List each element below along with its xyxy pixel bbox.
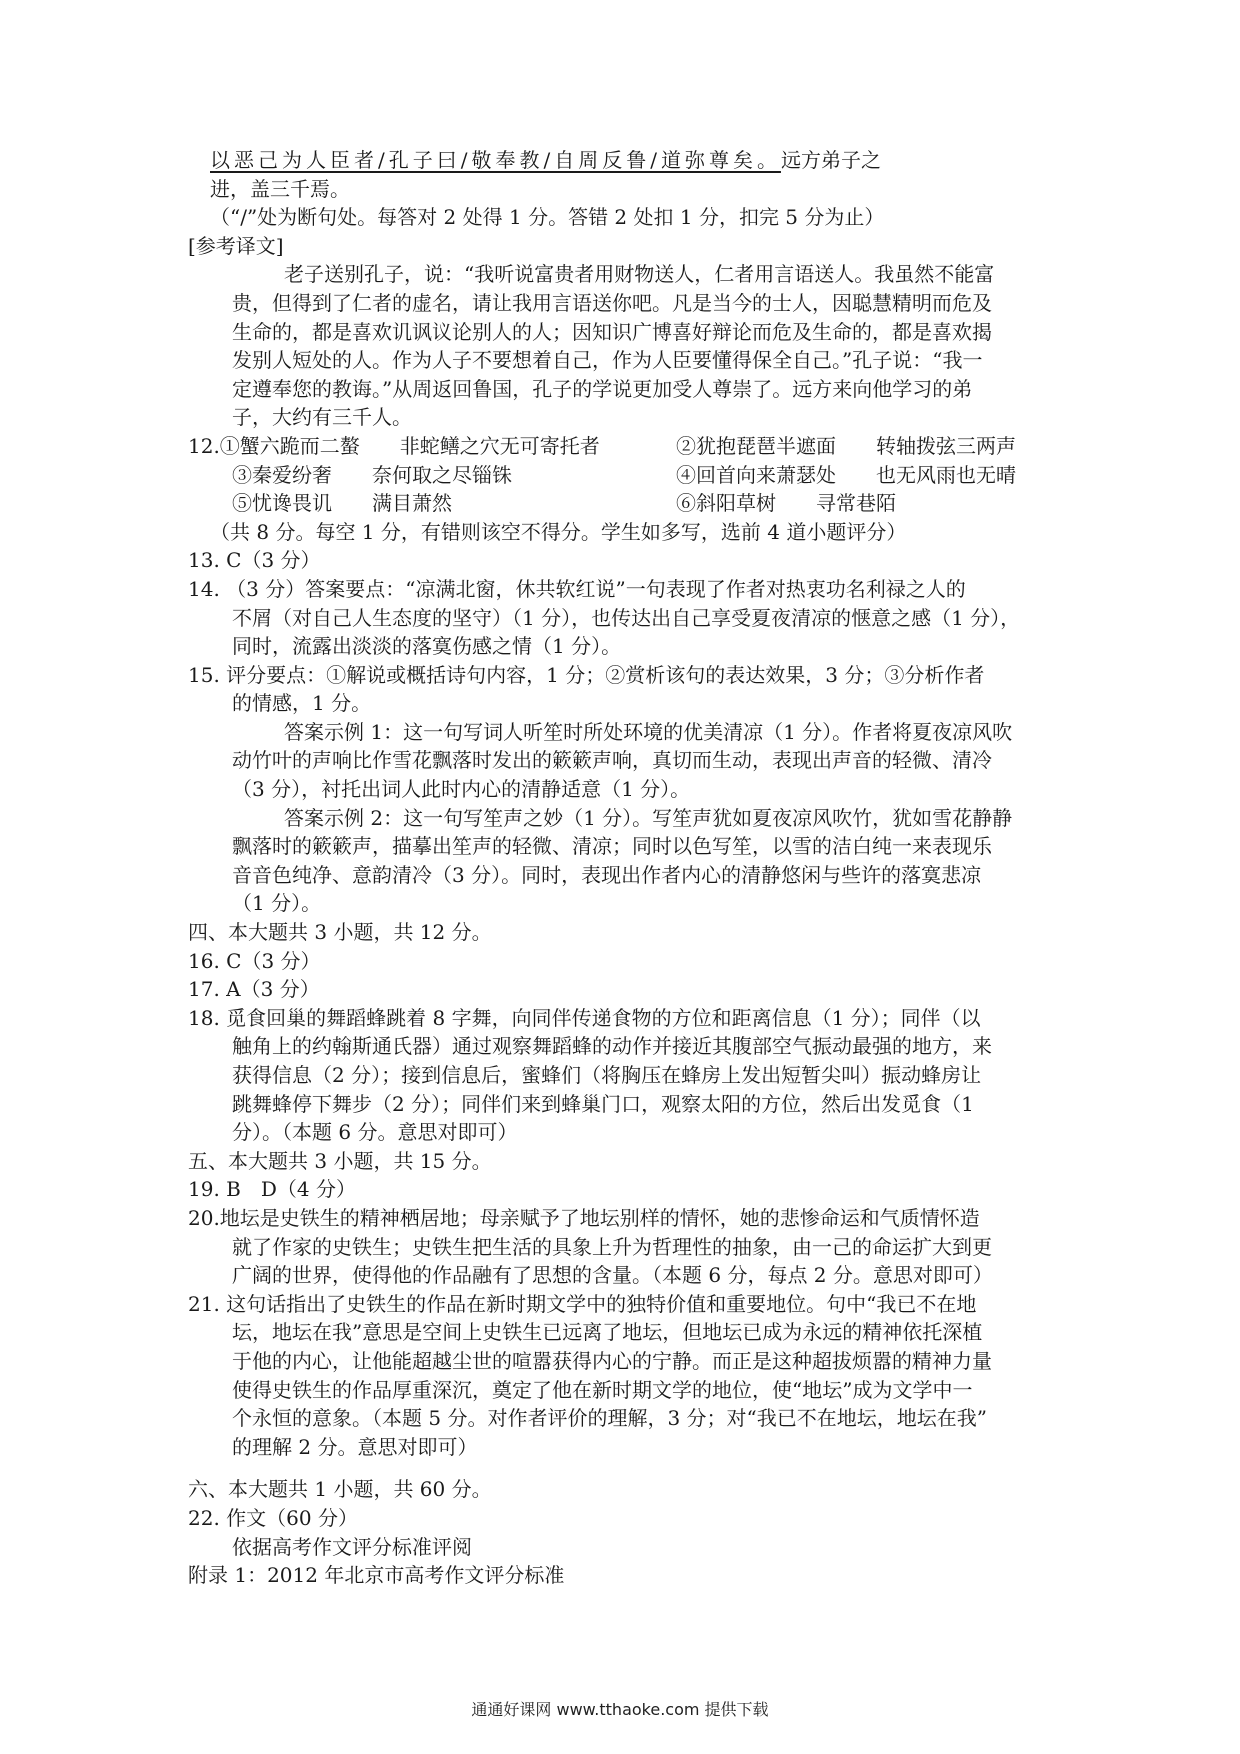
text-line: 定遵奉您的教诲。”从周返回鲁国，孔子的学说更加受人尊崇了。远方来向他学习的弟 (232, 376, 973, 401)
text-line: 广阔的世界，使得他的作品融有了思想的含量。（本题 6 分，每点 2 分。意思对即可） (232, 1263, 993, 1288)
page-footer: 通通好课网 www.tthaoke.com 提供下载 (471, 1700, 769, 1719)
text-line: 就了作家的史铁生；史铁生把生活的具象上升为哲理性的抽象，由一己的命运扩大到更 (232, 1234, 992, 1259)
answer-row (188, 432, 1048, 461)
section-heading: 六、本大题共 1 小题，共 60 分。 (188, 1477, 492, 1502)
scoring-note: （“/”处为断句处。每答对 2 处得 1 分。答错 2 处扣 1 分，扣完 5 分为止） (210, 205, 885, 230)
text-line: 个永恒的意象。（本题 5 分。对作者评价的理解，3 分；对“我已不在地坛，地坛在我” (232, 1406, 987, 1431)
answer-cell: ②犹抱琵琶半遮面 转轴拨弦三两声 (676, 433, 1016, 458)
section-heading: 四、本大题共 3 小题，共 12 分。 (188, 920, 492, 945)
text-line: 动竹叶的声响比作雪花飘落时发出的簌簌声响，真切而生动，表现出声音的轻微、清冷 (232, 748, 992, 773)
text-line (188, 146, 1048, 175)
text-line: 依据高考作文评分标准评阅 (232, 1534, 472, 1559)
text-line: 跳舞蜂停下舞步（2 分）；同伴们来到蜂巢门口，观察太阳的方位，然后出发觅食（1 (232, 1091, 974, 1116)
text-line: 发别人短处的人。作为人子不要想着自己，作为人臣要懂得保全自己。”孔子说：“我一 (232, 348, 983, 373)
answer-line: 13. C（3 分） (188, 548, 321, 573)
text-line: 分）。（本题 6 分。意思对即可） (232, 1120, 518, 1145)
answer-cell: ④回首向来萧瑟处 也无风雨也无晴 (676, 462, 1016, 487)
answer-key-content (188, 146, 1048, 1590)
answer-cell: ⑥斜阳草树 寻常巷陌 (676, 491, 896, 516)
text-line: 不屑（对自己人生态度的坚守）（1 分），也传达出自己享受夏夜清凉的惬意之感（1 分）， (232, 605, 1021, 630)
text-line: 飘落时的簌簌声，描摹出笙声的轻微、清凉；同时以色写笙，以雪的洁白纯一来表现乐 (232, 834, 992, 859)
answer-line: 17. A（3 分） (188, 977, 320, 1002)
answer-row (188, 461, 1048, 490)
text-line: 老子送别孔子，说：“我听说富贵者用财物送人，仁者用言语送人。我虽然不能富 (284, 262, 995, 287)
text-line: 贵，但得到了仁者的虚名，请让我用言语送你吧。凡是当今的士人，因聪慧精明而危及 (232, 290, 992, 315)
text-line: 进，盖三千焉。 (210, 176, 350, 201)
answer-cell: 12.①蟹六跪而二螯 非蛇鳝之穴无可寄托者 (188, 433, 600, 458)
text-line: 答案示例 2：这一句写笙声之妙（1 分）。写笙声犹如夏夜凉风吹竹，犹如雪花静静 (284, 805, 1013, 830)
text-span: 远方弟子之 (780, 148, 881, 172)
text-line: （3 分），衬托出词人此时内心的清静适意（1 分）。 (232, 777, 691, 802)
answer-line: 20.地坛是史铁生的精神栖居地；母亲赋予了地坛别样的情怀，她的悲惨命运和气质情怀造 (188, 1205, 980, 1230)
text-line: 使得史铁生的作品厚重深沉，奠定了他在新时期文学的地位，使“地坛”成为文学中一 (232, 1377, 973, 1402)
text-line: 获得信息（2 分）；接到信息后，蜜蜂们（将胸压在蜂房上发出短暂尖叫）振动蜂房让 (232, 1063, 982, 1087)
answer-cell: ③秦爱纷奢 奈何取之尽锱铢 (232, 462, 512, 487)
text-line: 子，大约有三千人。 (232, 405, 412, 430)
text-line: 的理解 2 分。意思对即可） (232, 1434, 478, 1459)
text-line: 音音色纯净、意韵清冷（3 分）。同时，表现出作者内心的清静悠闲与些许的落寞悲凉 (232, 862, 982, 887)
punctuated-passage: 以恶己为人臣者/孔子曰/敬奉教/自周反鲁/道弥尊矣。 (210, 148, 781, 172)
section-heading: 五、本大题共 3 小题，共 15 分。 (188, 1148, 492, 1173)
answer-line: 22. 作文（60 分） (188, 1505, 358, 1530)
text-line: （1 分）。 (232, 891, 322, 916)
appendix-title: 附录 1：2012 年北京市高考作文评分标准 (188, 1563, 565, 1588)
answer-cell: ⑤忧谗畏讥 满目萧然 (232, 491, 452, 516)
section-heading: [参考译文] (188, 233, 284, 258)
answer-line: 18. 觅食回巢的舞蹈蜂跳着 8 字舞，向同伴传递食物的方位和距离信息（1 分）；同伴（以 (188, 1005, 981, 1030)
answer-line: 15. 评分要点：①解说或概括诗句内容，1 分；②赏析该句的表达效果，3 分；③分析作者 (188, 662, 985, 687)
text-line: 触角上的约翰斯通氏器）通过观察舞蹈蜂的动作并接近其腹部空气振动最强的地方，来 (232, 1034, 992, 1059)
text-line: 生命的，都是喜欢讥讽议论别人的人；因知识广博喜好辩论而危及生命的，都是喜欢揭 (232, 319, 992, 344)
answer-line: 19. B D（4 分） (188, 1177, 356, 1202)
text-line: 的情感，1 分。 (232, 691, 372, 716)
answer-row (188, 489, 1048, 518)
answer-line: 21. 这句话指出了史铁生的作品在新时期文学中的独特价值和重要地位。句中“我已不在地 (188, 1291, 977, 1316)
scoring-note: （共 8 分。每空 1 分，有错则该空不得分。学生如多写，选前 4 道小题评分） (210, 519, 907, 544)
spacer (188, 1461, 1048, 1475)
text-line: 答案示例 1：这一句写词人听笙时所处环境的优美清凉（1 分）。作者将夏夜凉风吹 (284, 719, 1013, 744)
text-line: 于他的内心，让他能超越尘世的喧嚣获得内心的宁静。而正是这种超拔烦嚣的精神力量 (232, 1348, 992, 1373)
answer-line: 14. （3 分）答案要点：“凉满北窗，休共软红说”一句表现了作者对热衷功名利禄之人的 (188, 576, 966, 601)
text-line: 同时，流露出淡淡的落寞伤感之情（1 分）。 (232, 634, 622, 659)
text-line: 坛，地坛在我”意思是空间上史铁生已远离了地坛，但地坛已成为永远的精神依托深植 (232, 1320, 983, 1345)
answer-line: 16. C（3 分） (188, 948, 321, 973)
